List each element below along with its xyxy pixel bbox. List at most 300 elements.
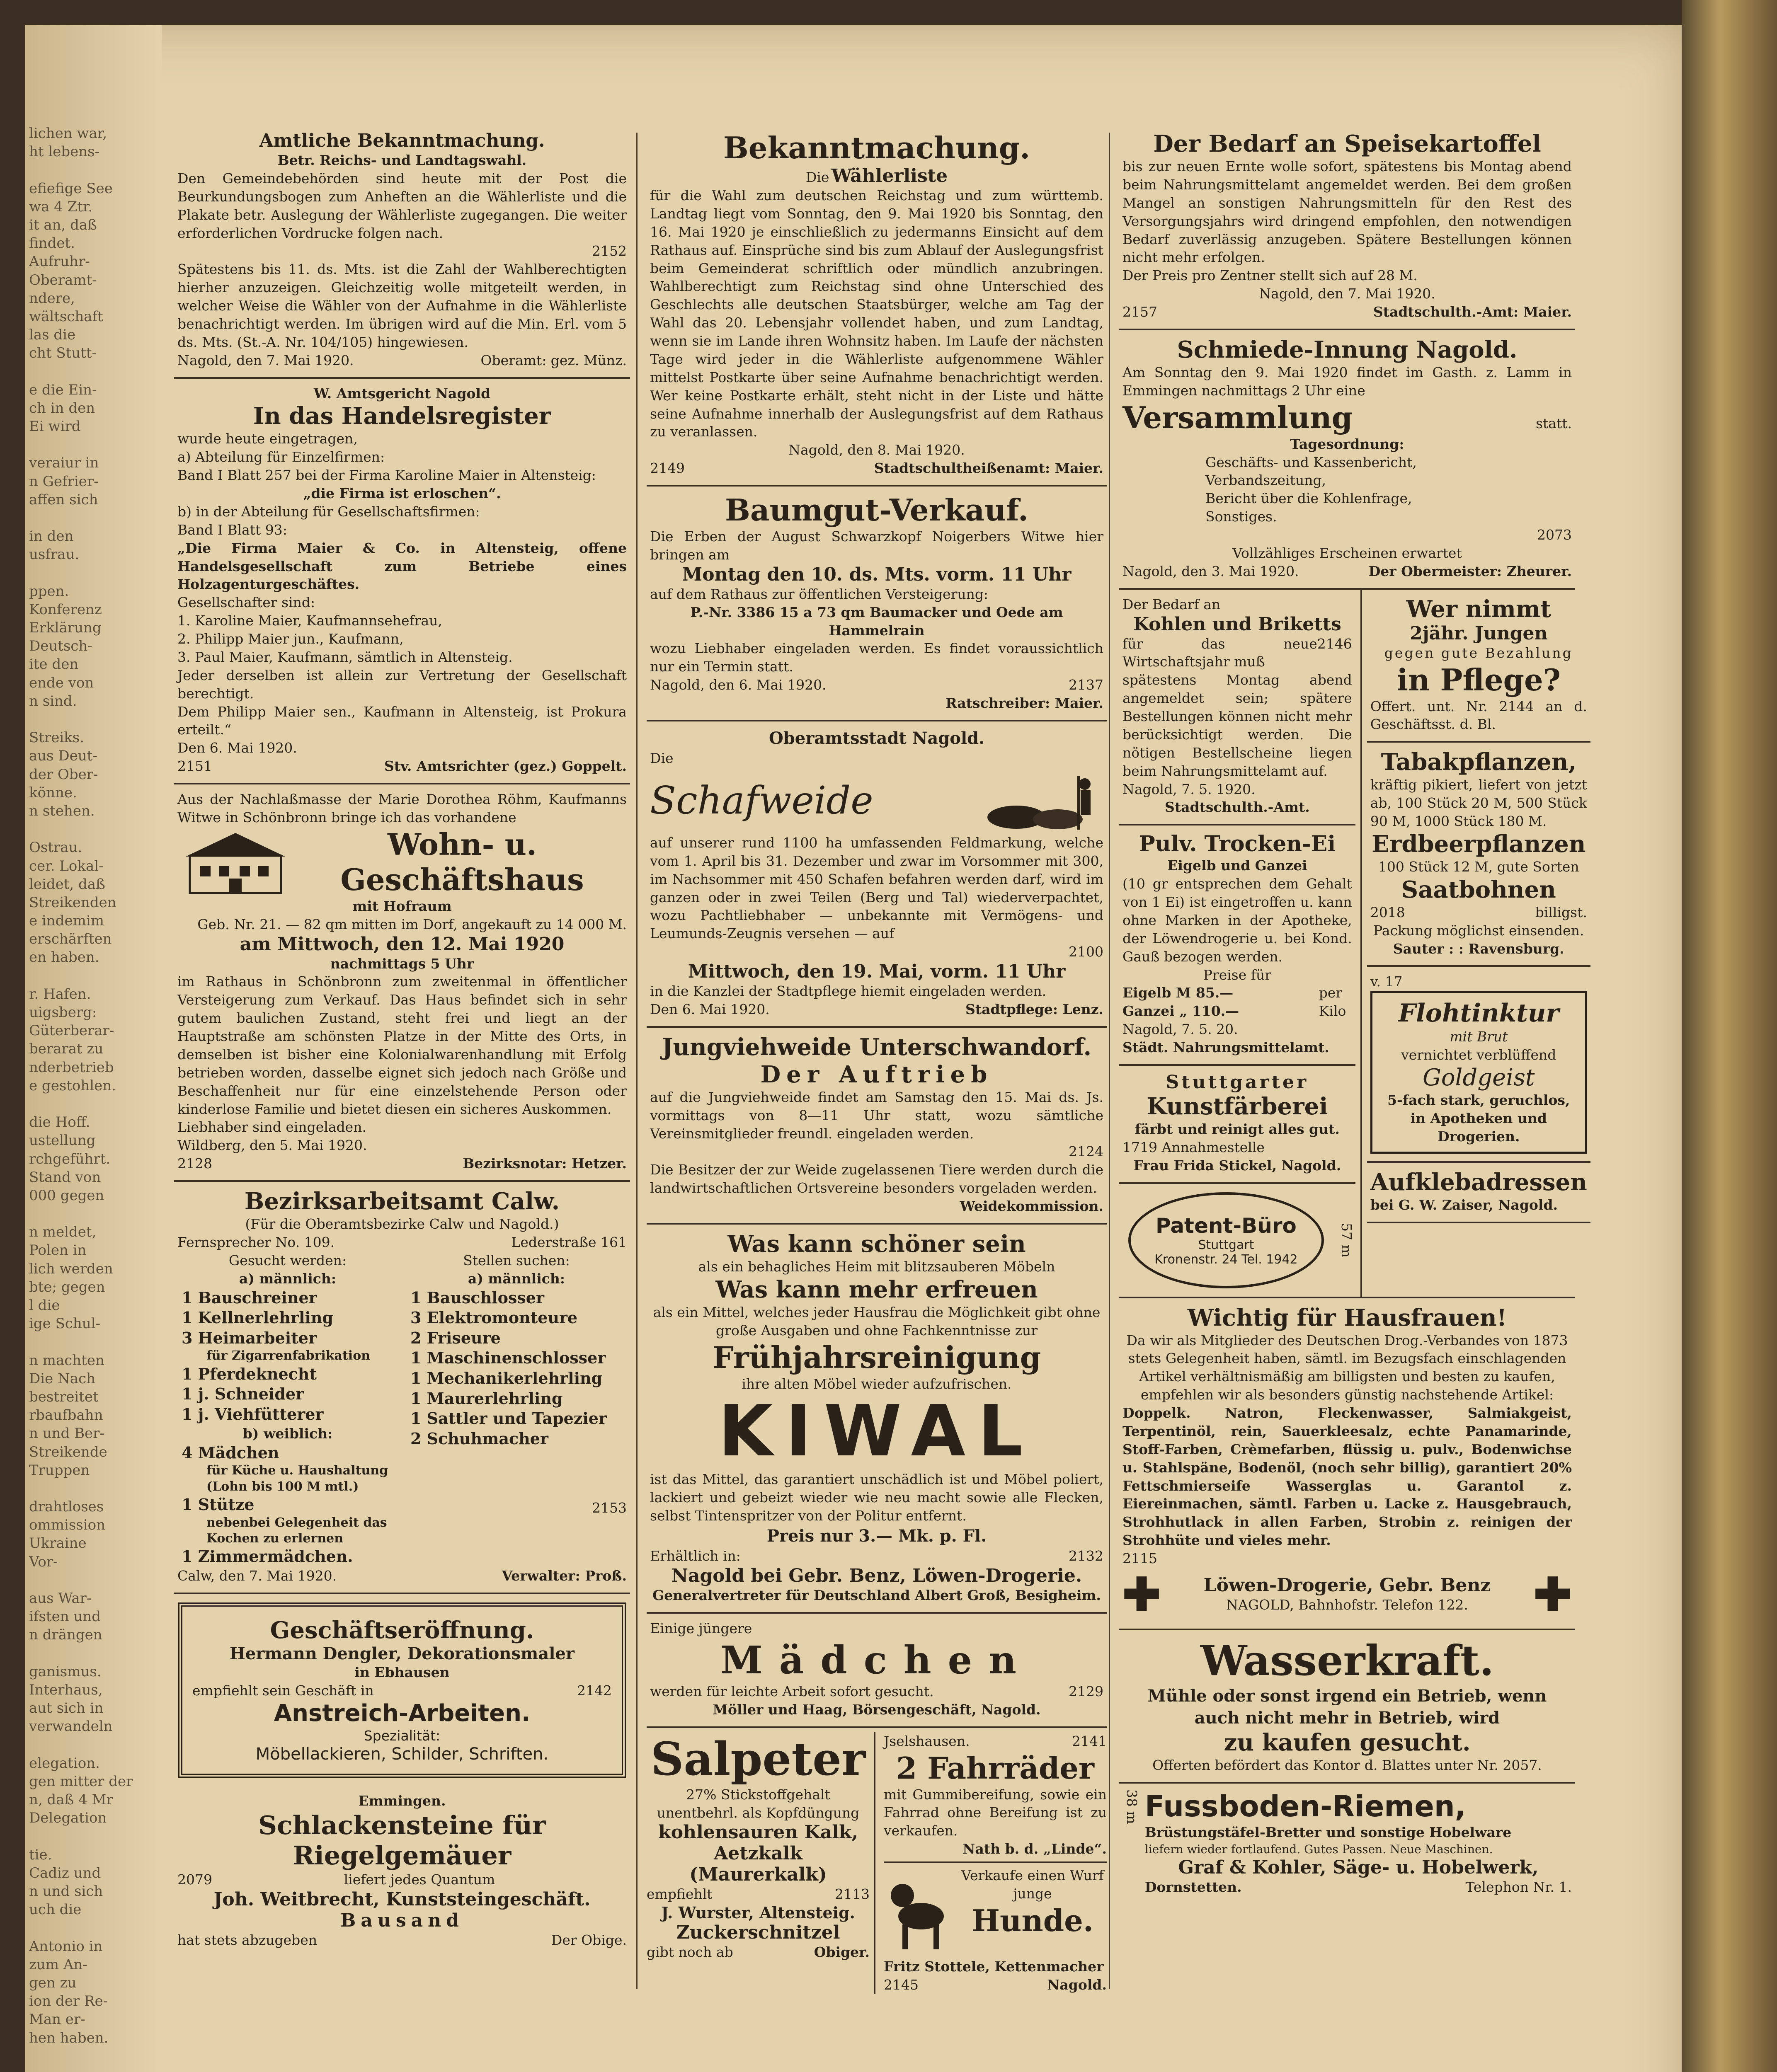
ad-signature: Städt. Nahrungsmittelamt. bbox=[1122, 1039, 1329, 1055]
ad-text: a) Abteilung für Einzelfirmen: bbox=[177, 449, 385, 465]
ad-text: als ein behagliches Heim mit blitzsauberen Möbeln bbox=[698, 1258, 1055, 1275]
margin-line: las die bbox=[29, 327, 76, 344]
job-list-wanted bbox=[177, 1288, 398, 1425]
ad-text: kräftig pikiert, liefert von jetzt ab, 100 Stück 20 M, 500 Stück 90 M, 1000 Stück 180 M. bbox=[1370, 777, 1587, 829]
margin-line: Ei wird bbox=[29, 418, 81, 435]
margin-line: Delegation bbox=[29, 1810, 107, 1827]
list-item: 4 Mädchen bbox=[182, 1443, 279, 1462]
ad-title: Patent-Büro bbox=[1156, 1213, 1297, 1238]
ad-subtitle: Versammlung bbox=[1122, 399, 1353, 435]
ad-title: Mädchen bbox=[720, 1637, 1033, 1682]
ad-number: 2079 bbox=[177, 1871, 212, 1888]
product: Bausand bbox=[340, 1910, 464, 1932]
margin-line: Die Nach bbox=[29, 1370, 96, 1387]
ad-date: Nagold, 7. 5. 20. bbox=[1122, 1021, 1238, 1038]
ad-subtitle: mit Brut bbox=[1450, 1029, 1508, 1045]
margin-line: ifsten und bbox=[29, 1608, 101, 1625]
floh-ad bbox=[1367, 967, 1590, 1162]
ad-signature: Oberamt: gez. Münz. bbox=[480, 352, 627, 368]
ad-text: billigst. bbox=[1535, 904, 1587, 920]
ad-number: 2018 bbox=[1370, 904, 1405, 920]
ad-signature: Stv. Amtsrichter (gez.) Goppelt. bbox=[384, 758, 627, 775]
kartoffel-ad bbox=[1119, 124, 1575, 330]
trade: Anstreich-Arbeiten. bbox=[274, 1699, 531, 1727]
ad-date-highlight: am Mittwoch, den 12. Mai 1920 bbox=[240, 933, 565, 955]
list-heading: Stellen suchen: bbox=[463, 1252, 570, 1268]
margin-line: lich werden bbox=[29, 1260, 113, 1277]
ad-title: 2 Fahrräder bbox=[896, 1750, 1094, 1786]
ad-signature: Weidekommission. bbox=[960, 1198, 1103, 1215]
ad-date: Den 6. Mai 1920. bbox=[177, 740, 297, 756]
job-list-seeking bbox=[406, 1288, 627, 1449]
margin-line bbox=[29, 1205, 153, 1223]
fahrraeder-ad bbox=[884, 1732, 1107, 1863]
margin-line: zum An- bbox=[29, 1956, 87, 1973]
hunde-ad bbox=[884, 1863, 1107, 1958]
ad-title: Schmiede-Innung Nagold. bbox=[1177, 336, 1518, 363]
ad-title: Pulv. Trocken-Ei bbox=[1139, 831, 1336, 857]
ad-text: Generalvertreter für Deutschland Albert Groß, Besigheim. bbox=[652, 1587, 1101, 1604]
ad-number: v. 17 bbox=[1370, 973, 1403, 990]
ad-text: Verkaufe einen Wurf junge bbox=[961, 1867, 1104, 1902]
ad-text: hat stets abzugeben bbox=[177, 1932, 318, 1949]
mid-ads bbox=[1119, 590, 1587, 1297]
margin-line: ustellung bbox=[29, 1132, 96, 1149]
schafweide-ad bbox=[647, 721, 1107, 1028]
ad-number: 2152 bbox=[592, 243, 627, 259]
ad-signature: Der Obige. bbox=[551, 1932, 627, 1949]
margin-line bbox=[29, 1827, 153, 1845]
margin-line: Vor- bbox=[29, 1553, 58, 1570]
ad-title: Tabakpflanzen, bbox=[1381, 748, 1576, 776]
list-item: (Lohn bis 100 M mtl.) bbox=[206, 1479, 359, 1494]
ad-item: P.-Nr. 3386 15 a 73 qm Baumacker und Oede am Hammelrain bbox=[690, 604, 1063, 639]
margin-line: rchgeführt. bbox=[29, 1150, 111, 1167]
margin-line: wa 4 Ztr. bbox=[29, 198, 93, 215]
ad-signature: Bezirksnotar: Hetzer. bbox=[463, 1155, 627, 1172]
ad-subtitle: mit Hofraum bbox=[352, 898, 452, 914]
margin-line: Streiks. bbox=[29, 729, 85, 746]
place: Emmingen. bbox=[358, 1793, 446, 1809]
ad-headline: Was kann schöner sein bbox=[727, 1230, 1026, 1258]
margin-line: die Hoff. bbox=[29, 1114, 90, 1131]
margin-line: ganismus. bbox=[29, 1663, 102, 1680]
ad-text: bis zur neuen Ernte wolle sofort, spätestens bis Montag abend beim Nahrungsmittelamt angemeldet werden. Bei dem großen Mangel an sonstigen Nahrungsmitteln für den Rest des Versorgungsjahrs wird dringend empfohlen, den notwendigen Bedarf zuverlässig anzugeben. Spätere Bestellungen können nicht mehr erfolgen. bbox=[1122, 158, 1572, 266]
ad-text: Band I Blatt 93: bbox=[177, 521, 287, 538]
ad-text: gibt noch ab bbox=[647, 1944, 733, 1961]
agenda-item: Bericht über die Kohlenfrage, bbox=[1205, 490, 1412, 507]
margin-line: Cadiz und bbox=[29, 1864, 101, 1881]
margin-line bbox=[29, 710, 153, 729]
margin-line: n machten bbox=[29, 1352, 104, 1369]
margin-line: efiefige See bbox=[29, 180, 113, 197]
ad-title: Wohn- u. Geschäftshaus bbox=[340, 826, 584, 897]
ad-number: 2129 bbox=[1069, 1683, 1103, 1699]
ad-text: als ein Mittel, welches jeder Hausfrau die Möglichkeit gibt ohne große Ausgaben und ohne Fachkenntnisse zur bbox=[653, 1304, 1101, 1339]
margin-line: l die bbox=[29, 1297, 60, 1314]
product: Aetzkalk (Maurerkalk) bbox=[689, 1843, 827, 1886]
ad-number: 57 m bbox=[1338, 1222, 1355, 1258]
margin-line: der Ober- bbox=[29, 766, 98, 783]
ad-signature: Stadtschultheißenamt: Maier. bbox=[874, 460, 1103, 477]
margin-line bbox=[29, 1736, 153, 1754]
ad-date-highlight: Mittwoch, den 19. Mai, vorm. 11 Uhr bbox=[688, 961, 1066, 983]
ad-title: Bezirksarbeitsamt Calw. bbox=[244, 1188, 560, 1215]
margin-line: ht lebens- bbox=[29, 143, 100, 160]
ad-headline: Was kann mehr erfreuen bbox=[715, 1276, 1038, 1303]
ad-date: Nagold, den 3. Mai 1920. bbox=[1122, 563, 1299, 579]
ad-text: statt. bbox=[1536, 415, 1572, 431]
ad-text: 2. Philipp Maier jun., Kaufmann, bbox=[177, 631, 404, 647]
ad-text: vernichtet verblüffend bbox=[1401, 1047, 1556, 1063]
margin-line bbox=[29, 1919, 153, 1937]
ad-item-list: Doppelk. Natron, Fleckenwasser, Salmiakgeist, Terpentinöl, rein, Sauerkleesalz, echte Panamarinde, Stoff-Farben, Crèmefarben, flüssig u. pulv., Bodenwichse u. Stahlspäne, Bodenöl, (noch sehr billig), garantiert 20% Fettschmierseife Wasserglas u. Garantol z. Eiereinmachen, sämtl. Farben u. Lacke z. Hausgebrauch, Strohhutlack in allen Farben, Strobin z. reinigen der Strohhüte und vieles mehr. bbox=[1122, 1405, 1572, 1549]
margin-line: könne. bbox=[29, 784, 77, 801]
margin-line bbox=[29, 1644, 153, 1663]
margin-line: leidet, daß bbox=[29, 876, 105, 893]
column-2 bbox=[647, 124, 1107, 1997]
list-item: 2 Friseure bbox=[410, 1328, 501, 1347]
riemen-ad bbox=[1119, 1784, 1575, 1904]
arbeitsamt-ad bbox=[174, 1182, 630, 1594]
ad-text: Einige jüngere bbox=[650, 1620, 752, 1636]
margin-column bbox=[29, 124, 153, 2046]
ad-title: Wer nimmt bbox=[1406, 595, 1551, 623]
ad-subtitle: 2jähr. Jungen bbox=[1410, 622, 1548, 644]
margin-line: in den bbox=[29, 528, 74, 545]
ad-text: Die Besitzer der zur Weide zugelassenen Tiere werden durch die landwirtschaftlichen Ortsvereine besonders vorgeladen werden. bbox=[650, 1162, 1103, 1196]
ad-title: Jungviehweide Unterschwandorf. bbox=[662, 1033, 1092, 1061]
ad-signature: Obiger. bbox=[814, 1944, 870, 1961]
margin-line bbox=[29, 362, 153, 380]
ad-number: 2146 bbox=[1317, 635, 1352, 652]
pflege-ad bbox=[1367, 590, 1590, 743]
ad-text: Die Erben der August Schwarzkopf Noigerbers Witwe hier bringen am bbox=[650, 528, 1103, 563]
margin-line: en haben. bbox=[29, 949, 99, 966]
ad-date: Nagold, den 7. Mai 1920. bbox=[177, 352, 354, 368]
ad-title: Kohlen und Briketts bbox=[1133, 613, 1341, 635]
kohlen-ad bbox=[1119, 590, 1355, 826]
ad-signature: Sauter : : Ravensburg. bbox=[1393, 940, 1564, 957]
list-item: 1 Pferdeknecht bbox=[182, 1364, 317, 1383]
margin-line: 000 gegen bbox=[29, 1187, 104, 1204]
product: kohlensauren Kalk, bbox=[658, 1822, 858, 1843]
handelsregister bbox=[174, 379, 630, 785]
list-item: 1 Bauschlosser bbox=[410, 1288, 544, 1307]
ad-text: empfiehlt bbox=[647, 1886, 713, 1903]
ad-subtitle: Der Auftrieb bbox=[760, 1060, 993, 1088]
ad-text: 5-fach stark, geruchlos, bbox=[1387, 1092, 1570, 1108]
ad-title: Geschäftseröffnung. bbox=[270, 1616, 534, 1644]
cross-icon: ✚ bbox=[1122, 1567, 1161, 1621]
agenda-list bbox=[1122, 453, 1572, 526]
margin-line: cer. Lokal- bbox=[29, 857, 104, 874]
ad-number: 2073 bbox=[1537, 527, 1572, 543]
company-name: Joh. Weitbrecht, Kunststeingeschäft. bbox=[213, 1889, 591, 1910]
margin-line bbox=[29, 1095, 153, 1113]
ad-text: werden für leichte Arbeit sofort gesucht. bbox=[650, 1683, 934, 1699]
margin-line: tie. bbox=[29, 1846, 52, 1863]
margin-line: verwandeln bbox=[29, 1718, 113, 1735]
ad-title: Schafweide bbox=[650, 778, 873, 823]
ad-signature: Ratschreiber: Maier. bbox=[945, 695, 1103, 711]
price: Ganzei „ 110.— bbox=[1122, 1003, 1239, 1019]
ad-text: Die bbox=[805, 169, 829, 185]
margin-line: veraiur in bbox=[29, 455, 99, 472]
ad-date: Wildberg, den 5. Mai 1920. bbox=[177, 1137, 367, 1154]
place: Dornstetten. bbox=[1144, 1879, 1242, 1895]
ad-text: ist das Mittel, das garantiert unschädlich ist und Möbel poliert, lackiert und gebeizt wieder wie neu macht sowie alle Flecken, selbst Tintenspritzer von der Politur entfernt. bbox=[650, 1471, 1103, 1524]
ad-signature: Fritz Stottele, Kettenmacher bbox=[884, 1958, 1104, 1975]
ad-text: mit Gummibereifung, sowie ein Fahrrad ohne Bereifung ist zu verkaufen. bbox=[884, 1786, 1107, 1839]
list-heading: b) weiblich: bbox=[242, 1425, 333, 1442]
ad-title: Der Bedarf an Speisekartoffel bbox=[1153, 130, 1541, 157]
margin-line: ndere, bbox=[29, 290, 75, 307]
margin-line: n sind. bbox=[29, 692, 77, 709]
agenda-item: Geschäfts- und Kassenbericht, bbox=[1205, 454, 1417, 470]
ad-time: nachmittags 5 Uhr bbox=[330, 955, 474, 972]
ad-text: Dem Philipp Maier sen., Kaufmann in Altensteig, ist Prokura erteilt.“ bbox=[177, 703, 627, 738]
ad-number: 1719 bbox=[1122, 1139, 1157, 1155]
ad-text: Mühle oder sonst irgend ein Betrieb, wenn auch nicht mehr in Betrieb, wird bbox=[1147, 1686, 1547, 1728]
list-item: 1 Stütze bbox=[182, 1495, 255, 1514]
ad-subtitle: Kunstfärberei bbox=[1147, 1092, 1328, 1120]
margin-line: Güterberar- bbox=[29, 1022, 114, 1039]
unit: per Kilo bbox=[1319, 985, 1346, 1019]
ad-text: Jeder derselben ist allein zur Vertretung der Gesellschaft berechtigt. bbox=[177, 667, 627, 702]
margin-line: uigsberg: bbox=[29, 1004, 97, 1021]
column-1 bbox=[174, 124, 630, 1997]
ad-headline: in Pflege? bbox=[1396, 662, 1561, 697]
margin-line: aus Deut- bbox=[29, 748, 97, 765]
ad-date-highlight: Montag den 10. ds. Mts. vorm. 11 Uhr bbox=[682, 564, 1072, 585]
margin-line: nderbetrieb bbox=[29, 1059, 114, 1076]
ad-signature: Der Obermeister: Zheurer. bbox=[1368, 563, 1572, 579]
ad-text: 3. Paul Maier, Kaufmann, sämtlich in Altensteig. bbox=[177, 649, 513, 665]
dengler-ad bbox=[178, 1602, 626, 1778]
phone-number: Telephon Nr. 1. bbox=[1465, 1879, 1572, 1895]
ad-number: 2137 bbox=[1069, 677, 1103, 693]
house-illustration bbox=[177, 827, 293, 897]
ad-title: Saatbohnen bbox=[1401, 876, 1556, 903]
list-item: 3 Heimarbeiter bbox=[182, 1328, 317, 1347]
tabak-ad bbox=[1367, 743, 1590, 967]
margin-line: Antonio in bbox=[29, 1938, 103, 1955]
ad-title: Frühjahrsreinigung bbox=[712, 1339, 1041, 1375]
ad-text: Aus der Nachlaßmasse der Marie Dorothea Röhm, Kaufmanns Witwe in Schönbronn bringe ich das vorhandene bbox=[177, 791, 627, 825]
margin-line bbox=[29, 161, 153, 179]
margin-line: Ostrau. bbox=[29, 839, 82, 856]
margin-line: Man er- bbox=[29, 2011, 85, 2028]
ad-subtitle: Wählerliste bbox=[831, 165, 948, 186]
ad-text: ihre alten Möbel wieder aufzufrischen. bbox=[742, 1375, 1012, 1392]
ad-text: Die bbox=[650, 750, 674, 767]
job-list-female bbox=[177, 1443, 398, 1567]
salpeter-ad bbox=[647, 1732, 875, 1994]
margin-line: e indemim bbox=[29, 913, 104, 929]
ad-number: 2128 bbox=[177, 1155, 212, 1172]
list-item: 1 j. Viehfütterer bbox=[182, 1405, 324, 1424]
ad-date: Calw, den 7. Mai 1920. bbox=[177, 1567, 337, 1584]
ad-text: empfiehlt sein Geschäft in bbox=[192, 1682, 374, 1699]
ad-number: 2151 bbox=[177, 758, 212, 775]
ad-signature: Verwalter: Proß. bbox=[502, 1567, 627, 1584]
ad-text: gegen gute Bezahlung bbox=[1384, 644, 1573, 661]
ad-text: im Rathaus in Schönbronn zum zweitenmal in öffentlicher Versteigerung zum Verkauf. Das Haus befindet sich in sehr gutem baulichen Zustand, steht frei und liegt an der Hauptstraße am schönsten Platze in der Mitte des Orts, in demselben ist bisher eine Kolonialwarenhandlung mit Erfolg betrieben worden, dasselbe eignet sich jedoch nach Größe und Beschaffenheit nur für eine einzelstehende Person oder kinderlose Familie und bietet diesen ein sicheres Auskommen. bbox=[177, 973, 627, 1117]
list-item: 1 j. Schneider bbox=[182, 1385, 304, 1404]
ad-text: wozu Liebhaber eingeladen werden. Es findet voraussichtlich nur ein Termin statt. bbox=[650, 640, 1103, 675]
margin-line: ommission bbox=[29, 1517, 105, 1534]
address: Kronenstr. 24 Tel. 1942 bbox=[1154, 1252, 1298, 1267]
margin-line: Oberamt- bbox=[29, 271, 97, 288]
ad-signature: Stadtpflege: Lenz. bbox=[965, 1001, 1103, 1017]
margin-line bbox=[29, 564, 153, 582]
ad-title: Aufklebadressen bbox=[1370, 1168, 1587, 1196]
margin-line: e gestohlen. bbox=[29, 1077, 116, 1094]
ad-title: Flohtinktur bbox=[1398, 999, 1559, 1028]
place: in Ebhausen bbox=[354, 1664, 450, 1680]
ad-title: Salpeter bbox=[650, 1732, 866, 1786]
list-item: 1 Maschinenschlosser bbox=[410, 1348, 606, 1368]
waehlerliste-ad bbox=[647, 124, 1107, 487]
list-item: 1 Sattler und Tapezier bbox=[410, 1409, 607, 1428]
column-rule bbox=[1109, 133, 1110, 1989]
margin-line: Aufruhr- bbox=[29, 253, 90, 270]
ad-text: (10 gr entsprechen dem Gehalt von 1 Ei) ist eingetroffen u. kann ohne Marken in der Apotheke, der Löwendrogerie u. bei Kond. Gauß bezogen werden. bbox=[1122, 876, 1352, 965]
column-3 bbox=[1119, 124, 1587, 1997]
margin-line bbox=[29, 509, 153, 527]
ad-text: auf die Jungviehweide findet am Samstag den 15. Mai ds. Js. vormittags von 8—11 Uhr statt, wozu sämtliche Vereinsmitglieder freundl. eingeladen werden. bbox=[650, 1089, 1103, 1142]
margin-line: Deutsch- bbox=[29, 638, 92, 655]
margin-line: berarat zu bbox=[29, 1041, 104, 1058]
margin-line: lichen war, bbox=[29, 125, 107, 142]
patent-ad bbox=[1119, 1184, 1355, 1297]
margin-line: ige Schul- bbox=[29, 1315, 101, 1332]
jungviehweide-ad bbox=[647, 1028, 1107, 1225]
ad-text: Möbellackieren, Schilder, Schriften. bbox=[255, 1745, 549, 1764]
margin-line: n drängen bbox=[29, 1627, 102, 1644]
margin-line bbox=[29, 820, 153, 838]
list-item: nebenbei Gelegenheit das bbox=[206, 1515, 387, 1530]
margin-line: it an, daß bbox=[29, 216, 97, 233]
list-heading: a) männlich: bbox=[468, 1270, 565, 1287]
margin-line: n und sich bbox=[29, 1883, 103, 1900]
ad-number: 2132 bbox=[1069, 1548, 1103, 1564]
column-rule bbox=[636, 133, 638, 1989]
margin-line: r. Hafen. bbox=[29, 985, 91, 1002]
margin-line: rbaufbahn bbox=[29, 1407, 103, 1424]
margin-line: aut sich in bbox=[29, 1700, 104, 1717]
ad-title: Baumgut-Verkauf. bbox=[725, 492, 1028, 528]
company-name: J. Wurster, Altensteig. bbox=[661, 1903, 855, 1922]
margin-line: hen haben. bbox=[29, 2029, 109, 2046]
ad-text: für das neue Wirtschaftsjahr muß bbox=[1122, 635, 1317, 670]
ad-text: b) in der Abteilung für Gesellschaftsfirmen: bbox=[177, 503, 480, 520]
amtliche-bekanntmachung bbox=[174, 124, 630, 379]
ad-title: In das Handelsregister bbox=[253, 402, 551, 430]
ad-text: liefern wieder fortlaufend. Gutes Passen. Neue Maschinen. bbox=[1144, 1842, 1493, 1856]
kiwal-ad bbox=[647, 1225, 1107, 1614]
ad-text: „die Firma ist erloschen“. bbox=[303, 485, 501, 501]
ad-number: 2141 bbox=[1072, 1733, 1107, 1749]
ad-title: Bekanntmachung. bbox=[723, 130, 1030, 165]
ad-text: 1. Karoline Maier, Kaufmannsehefrau, bbox=[177, 612, 442, 629]
address: Lederstraße 161 bbox=[511, 1234, 627, 1250]
margin-line: bte; gegen bbox=[29, 1278, 105, 1295]
ad-title: Wasserkraft. bbox=[1200, 1636, 1494, 1685]
margin-line bbox=[29, 436, 153, 454]
weitbrecht-ad bbox=[174, 1786, 630, 1957]
ad-text: färbt und reinigt alles gut. bbox=[1135, 1121, 1340, 1137]
margin-line: bestreitet bbox=[29, 1388, 99, 1405]
margin-line: n, daß 4 Mr bbox=[29, 1791, 113, 1808]
margin-line: uch die bbox=[29, 1901, 82, 1918]
ad-text: 100 Stück 12 M, gute Sorten bbox=[1378, 858, 1579, 875]
place: Jselshausen. bbox=[884, 1733, 970, 1749]
ad-title: Amtliche Bekanntmachung. bbox=[259, 130, 545, 151]
margin-line: e die Ein- bbox=[29, 381, 97, 398]
ad-text: wurde heute eingetragen, bbox=[177, 431, 358, 447]
ad-title: Stuttgarter bbox=[1166, 1071, 1309, 1093]
faerberei-ad bbox=[1119, 1066, 1355, 1184]
ad-number: 2145 bbox=[884, 1976, 919, 1993]
ad-text: Preise für bbox=[1203, 966, 1271, 983]
list-item: 1 Zimmermädchen. bbox=[182, 1547, 353, 1566]
ad-title: Hunde. bbox=[972, 1903, 1093, 1938]
margin-line: ppen. bbox=[29, 583, 69, 600]
agenda-item: Sonstiges. bbox=[1205, 508, 1277, 525]
price: Preis nur 3.— Mk. p. Fl. bbox=[766, 1526, 987, 1546]
ad-signature: Nath b. d. „Linde“. bbox=[962, 1841, 1107, 1857]
book-spine bbox=[1682, 0, 1777, 2072]
list-item: 1 Kellnerlehrling bbox=[182, 1308, 334, 1327]
ad-text: für die Wahl zum deutschen Reichstag und zum württemb. Landtag liegt vom Sonntag, den 9. Mai 1920 bis Sonntag, den 16. Mai 1920 je einschließlich zu jedermanns Einsicht auf dem Rathaus auf. Einsprüche sind bis zum Ablauf der Auslegungsfrist beim Gemeinderat schriftlich oder mündlich anzubringen. Wahlberechtigt zum Reichstag sind ohne Unterschied des Geschlechts alle deutschen Staatsbürger, welche am Tag der Wahl das 20. Lebensjahr vollendet haben, und zum Landtag, wenn sie im Lande ihren Wohnsitz haben. Im Laufe der nächsten Tage wird jeder in die Wählerliste aufgenommene Wähler mittelst Postkarte über seine Aufnahme benachrichtigt werden. Wer keine Postkarte erhält, steht nicht in der Liste und hätte seine Aufnahme innerhalb der Auslegungsfrist auf dem Rathaus zu veranlassen. bbox=[650, 187, 1103, 440]
margin-line: Erklärung bbox=[29, 620, 102, 637]
ad-date: Nagold, den 7. Mai 1920. bbox=[1259, 286, 1435, 302]
product: Zuckerschnitzel bbox=[676, 1922, 840, 1944]
list-item: für Küche u. Haushaltung bbox=[206, 1463, 388, 1478]
agenda-heading: Tagesordnung: bbox=[1290, 436, 1404, 452]
margin-line: n Gefrier- bbox=[29, 473, 99, 490]
list-item: für Zigarrenfabrikation bbox=[206, 1348, 371, 1363]
list-item: 3 Elektromonteure bbox=[410, 1308, 578, 1327]
ad-signature: Möller und Haag, Börsengeschäft, Nagold. bbox=[713, 1701, 1041, 1718]
ad-text: liefert jedes Quantum bbox=[344, 1871, 495, 1888]
margin-line: aus War- bbox=[29, 1590, 92, 1607]
list-heading: Gesucht werden: bbox=[228, 1252, 347, 1268]
margin-line bbox=[29, 967, 153, 985]
ad-title: Schlackensteine für Riegelgemäuer bbox=[258, 1810, 546, 1871]
ad-signature: bei G. W. Zaiser, Nagold. bbox=[1370, 1196, 1558, 1213]
dog-illustration bbox=[884, 1866, 954, 1958]
ad-text: in Apotheken und Drogerien. bbox=[1410, 1110, 1547, 1145]
margin-line: gen mitter der bbox=[29, 1773, 133, 1790]
maedchen-ad bbox=[647, 1614, 1107, 1728]
list-item: Kochen zu erlernen bbox=[206, 1531, 344, 1546]
ad-subtitle: Betr. Reichs- und Landtagswahl. bbox=[277, 152, 527, 168]
ad-subtitle: Spezialität: bbox=[364, 1727, 441, 1744]
ad-text: Erhältlich in: bbox=[650, 1548, 741, 1564]
price: Eigelb M 85.— bbox=[1122, 985, 1234, 1001]
phone-number: Fernsprecher No. 109. bbox=[177, 1234, 335, 1250]
ad-number: 2100 bbox=[1069, 944, 1103, 960]
ad-text: Der Preis pro Zentner stellt sich auf 28 M. bbox=[1122, 267, 1418, 284]
schmiede-ad bbox=[1119, 330, 1575, 590]
margin-line: gen zu bbox=[29, 1974, 77, 1991]
margin-line: n meldet, bbox=[29, 1224, 97, 1241]
company-name: Löwen-Drogerie, Gebr. Benz bbox=[1203, 1574, 1491, 1596]
margin-line: ite den bbox=[29, 656, 79, 673]
